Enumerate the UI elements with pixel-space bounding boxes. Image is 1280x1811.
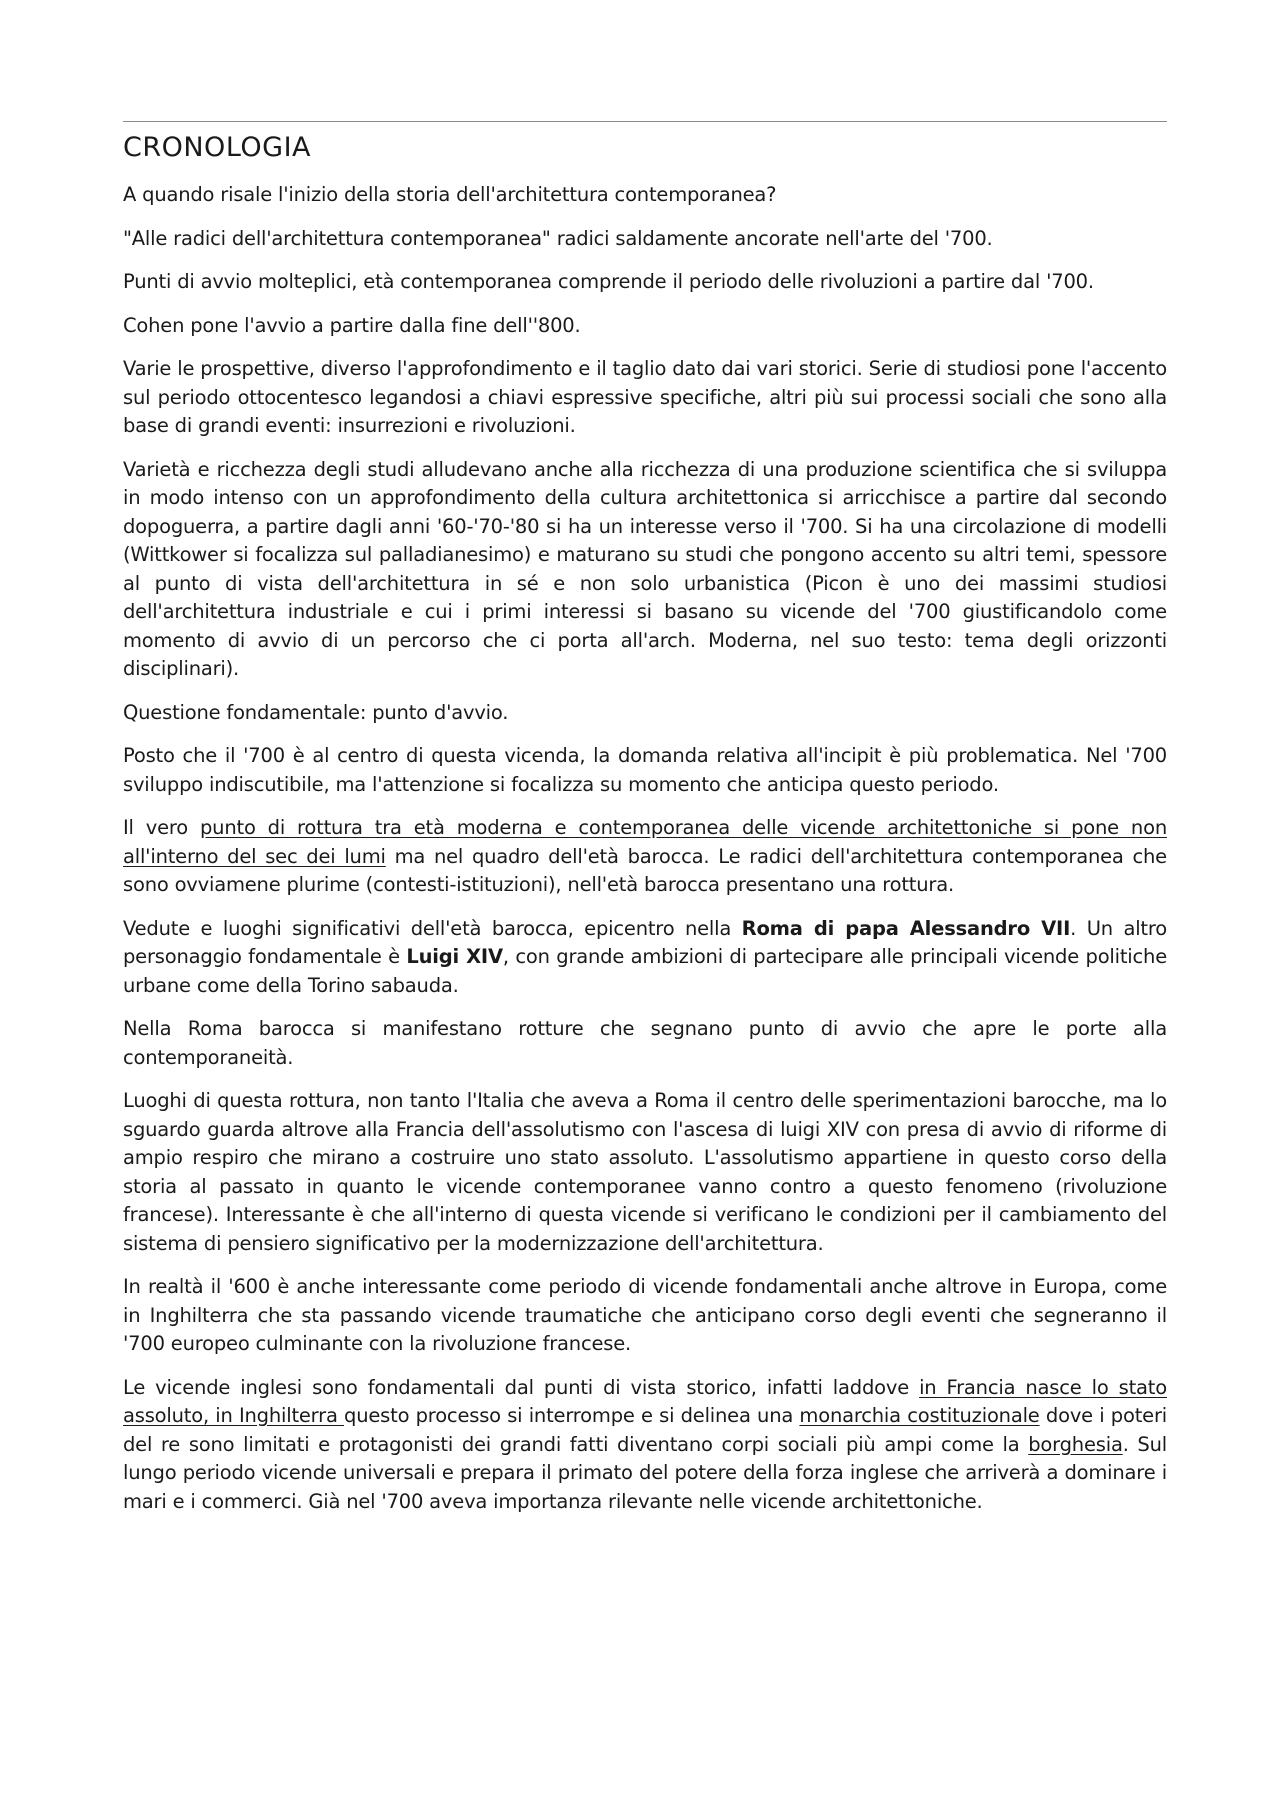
bold-text: Roma di papa Alessandro VII xyxy=(741,916,1071,940)
paragraph-studies: Varietà e ricchezza degli studi alludevano anche alla ricchezza di una produzione scientifica che si sviluppa in modo intenso con un approfondimento della cultura architettonica si arricchisce a partire dal secondo dopoguerra, a partire dagli anni '60-'70-'80 si ha un interesse verso il '700. Si ha una circolazione di modelli (Wittkower si focalizza sul palladianesimo) e maturano su studi che pongono accento su altri temi, spessore al punto di vista dell'architettura in sé e non solo urbanistica (Picon è uno dei massimi studiosi dell'architettura industriale e cui i primi interessi si basano su vicende del '700 giustificandolo come momento di avvio di un percorso che ci porta all'arch. Moderna, nel suo testo: tema degli orizzonti disciplinari). xyxy=(123,457,1167,680)
text-run: questo processo si interrompe e si delinea una xyxy=(344,1404,800,1427)
paragraph-quote: "Alle radici dell'architettura contemporanea" radici saldamente ancorate nell'arte del '700. xyxy=(123,226,993,250)
paragraph-rupture xyxy=(123,814,1167,900)
paragraph-france: Luoghi di questa rottura, non tanto l'Italia che aveva a Roma il centro delle sperimentazioni barocche, ma lo sguardo guarda altrove alla Francia dell'assolutismo con l'ascesa di luigi XIV con presa di avvio di riforme di ampio respiro che mirano a costruire uno stato assoluto. L'assolutismo appartiene in questo corso della storia al passato in quanto le vicende contemporanee vanno contro a questo fenomeno (rivoluzione francese). Interessante è che all'interno di questa vicende si verificano le condizioni per il cambiamento del sistema di pensiero significativo per la modernizzazione dell'architettura. xyxy=(123,1089,1167,1255)
document-page xyxy=(123,121,1167,1531)
bold-text: Luigi XIV xyxy=(406,945,503,968)
underlined-text: in Francia nasce lo stato assoluto, in Inghilterra xyxy=(123,1375,1167,1427)
underlined-text: borghesia xyxy=(1028,1432,1123,1456)
paragraph-baroque xyxy=(123,915,1167,1001)
text-run: . Sul lungo periodo vicende universali e prepara il primato del potere della forza inglese che arriverà a dominare i mari e i commerci. Già nel '700 aveva importanza rilevante nelle vicende architettoniche. xyxy=(123,1432,1167,1513)
text-run: Vedute e luoghi significativi dell'età barocca, epicentro nella xyxy=(123,916,742,940)
text-run: dove i poteri del re sono limitati e protagonisti dei grandi fatti diventano corpi sociali più ampi come la xyxy=(123,1404,1167,1456)
underlined-text: punto di rottura tra età moderna e contemporanea delle vicende architettoniche si pone non all'interno del sec dei lumi xyxy=(123,816,1167,868)
text-run: ma nel quadro dell'età barocca. Le radici dell'architettura contemporanea che sono ovviamene plurime (contesti-istituzioni), nell'età barocca presentano una rottura. xyxy=(123,844,1167,896)
paragraph-key-question: Questione fondamentale: punto d'avvio. xyxy=(123,700,509,724)
text-run: Il vero xyxy=(123,816,200,839)
paragraph-perspectives: Varie le prospettive, diverso l'approfondimento e il taglio dato dai vari storici. Serie di studiosi pone l'accento sul periodo ottocentesco legandosi a chiavi espressive specifiche, altri più sui processi sociali che sono alla base di grandi eventi: insurrezioni e rivoluzioni. xyxy=(123,357,1167,437)
section-title: CRONOLOGIA xyxy=(123,132,312,163)
section-divider xyxy=(123,121,1167,122)
paragraph-question: A quando risale l'inizio della storia dell'architettura contemporanea? xyxy=(123,183,777,206)
text-run: Le vicende inglesi sono fondamentali dal punti di vista storico, infatti laddove xyxy=(123,1375,920,1399)
underlined-text: monarchia costituzionale xyxy=(799,1404,1040,1427)
paragraph-starting-points: Punti di avvio molteplici, età contemporanea comprende il periodo delle rivoluzioni a partire dal '700. xyxy=(123,270,1094,293)
paragraph-rome: Nella Roma barocca si manifestano rotture che segnano punto di avvio che apre le porte alla contemporaneità. xyxy=(123,1017,1167,1069)
text-run: , con grande ambizioni di partecipare alle principali vicende politiche urbane come della Torino sabauda. xyxy=(123,945,1167,997)
text-run: . Un altro personaggio fondamentale è xyxy=(123,916,1167,968)
paragraph-incipit: Posto che il '700 è al centro di questa vicenda, la domanda relativa all'incipit è più problematica. Nel '700 sviluppo indiscutibile, ma l'attenzione si focalizza su momento che anticipa questo periodo. xyxy=(123,744,1167,796)
paragraph-cohen: Cohen pone l'avvio a partire dalla fine dell''800. xyxy=(123,313,581,337)
paragraph-seicento: In realtà il '600 è anche interessante come periodo di vicende fondamentali anche altrove in Europa, come in Inghilterra che sta passando vicende traumatiche che anticipano corso degli eventi che segneranno il '700 europeo culminante con la rivoluzione francese. xyxy=(123,1275,1167,1355)
paragraph-england xyxy=(123,1374,1167,1517)
